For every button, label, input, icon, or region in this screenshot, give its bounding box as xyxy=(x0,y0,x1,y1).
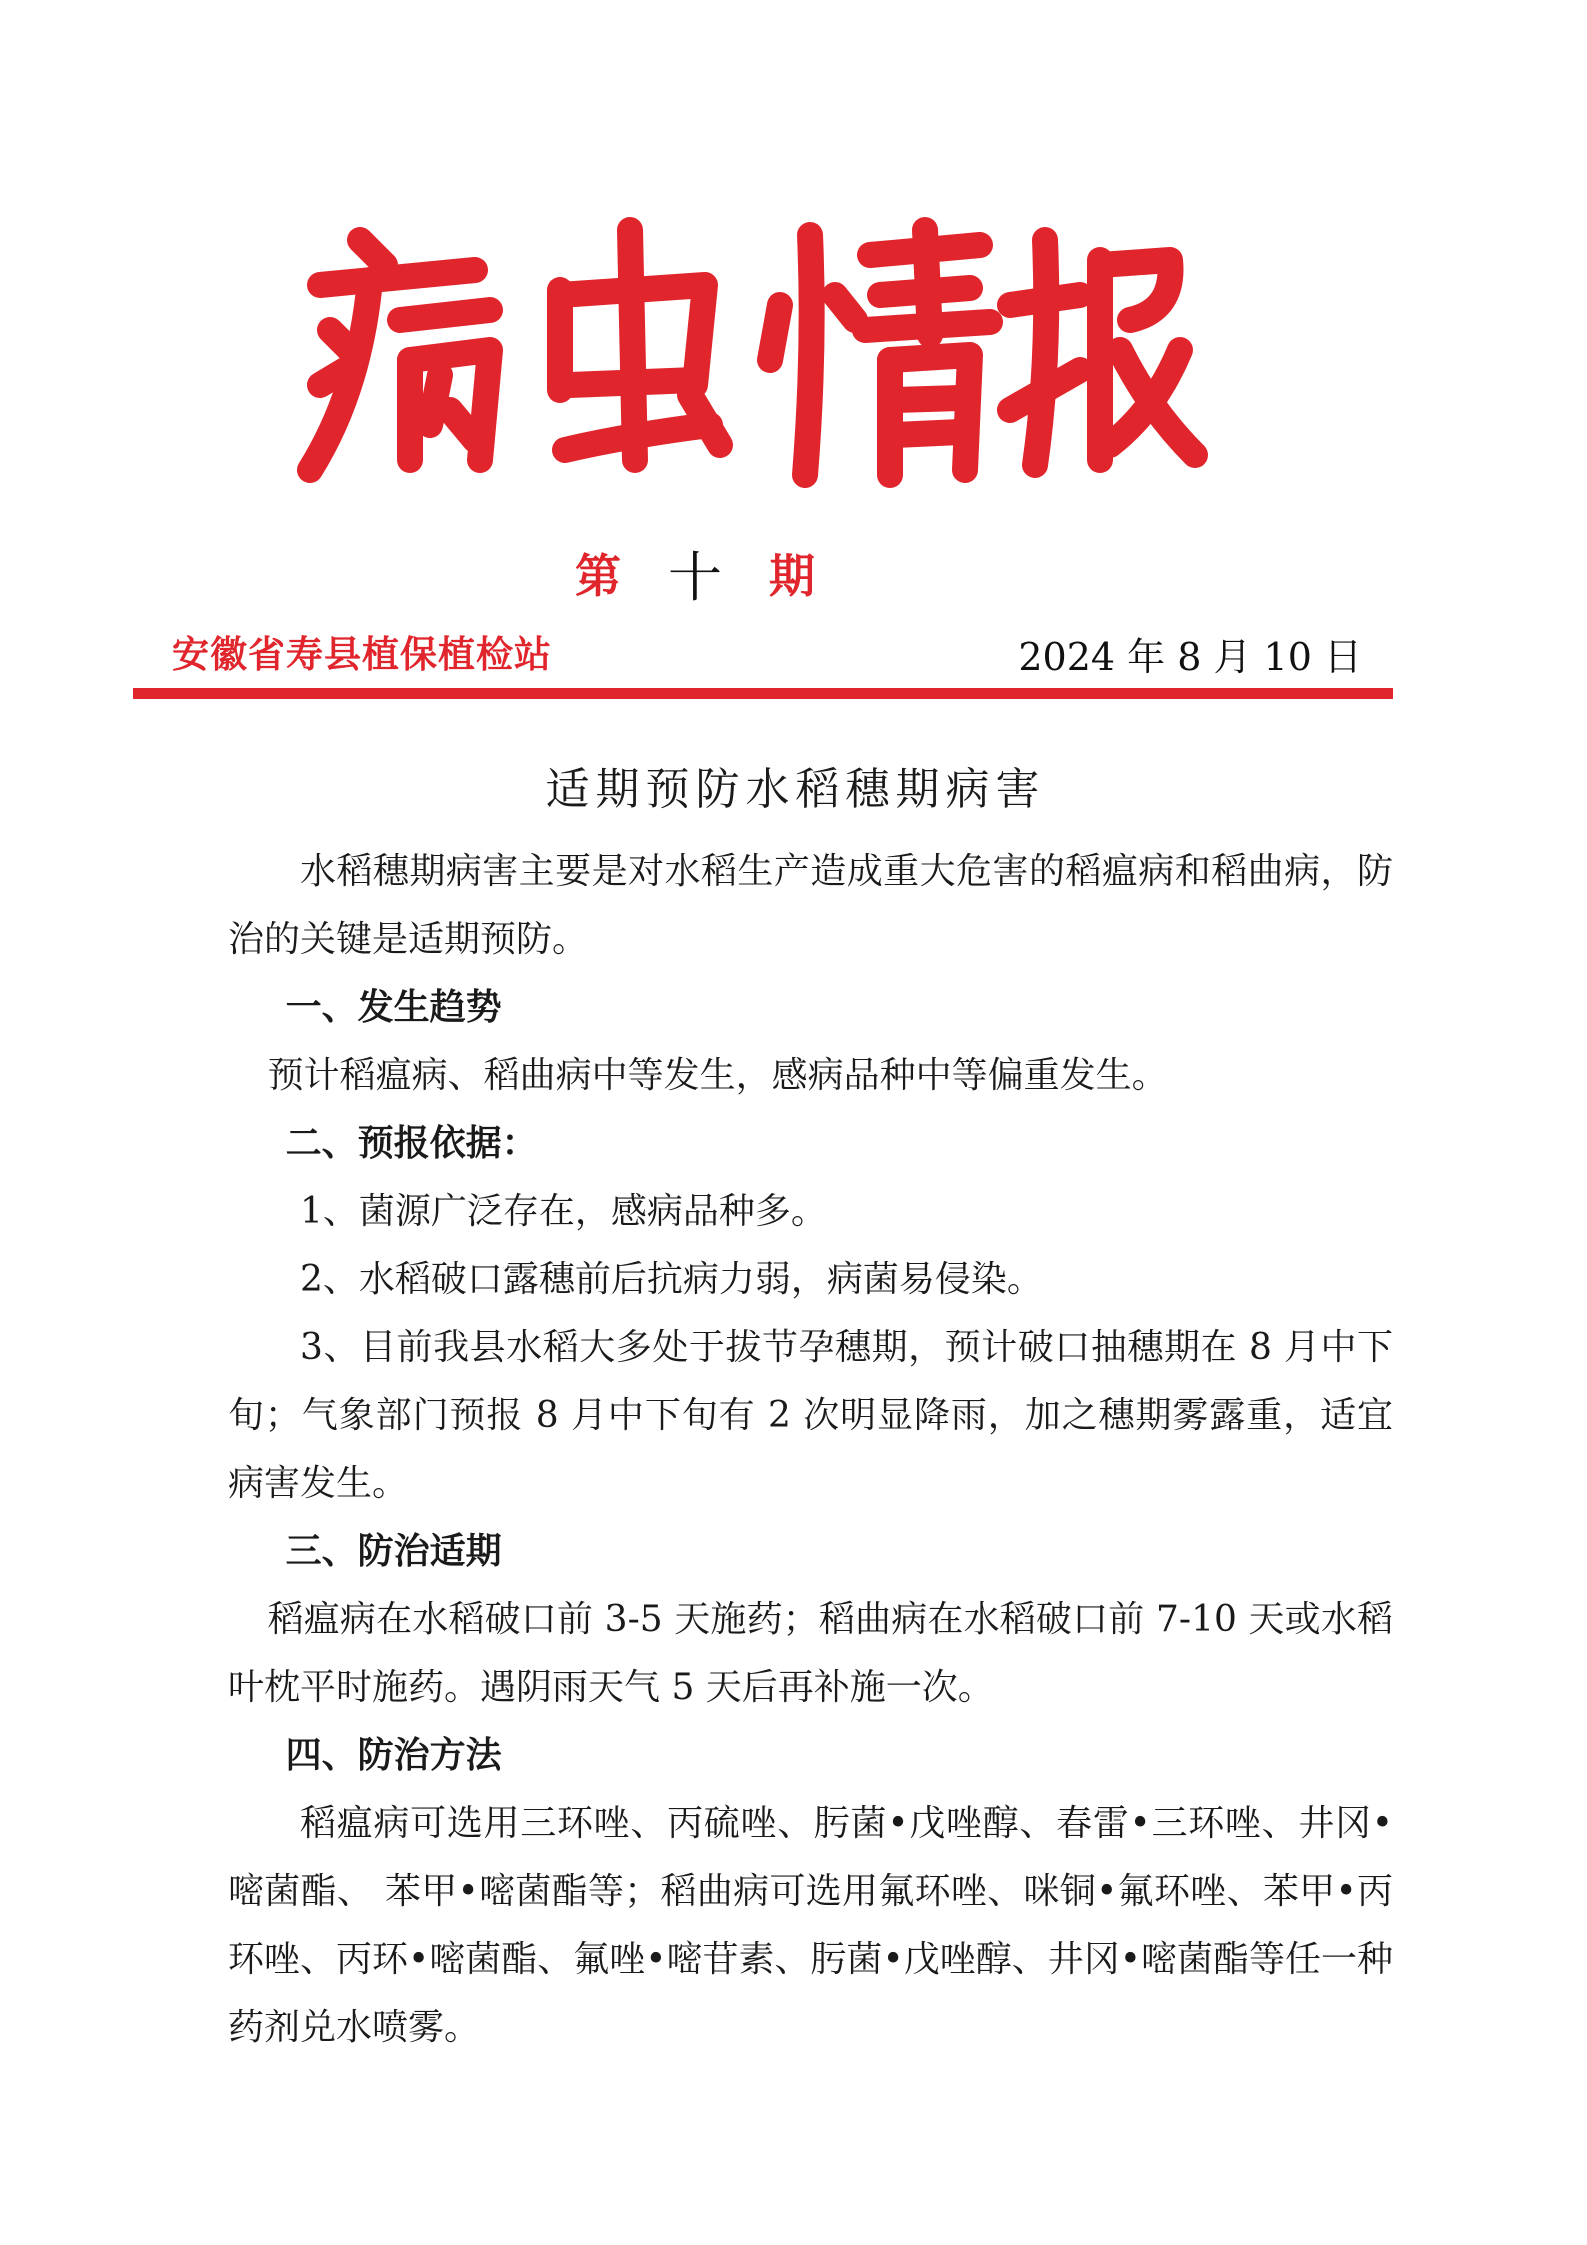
header-divider xyxy=(133,688,1393,699)
section-heading-trend: 一、发生趋势 xyxy=(285,987,502,1028)
calligraphy-char-qing xyxy=(770,230,990,475)
issue-number xyxy=(575,538,815,608)
publish-date: 2024 年 8 月 10 日 xyxy=(1018,635,1362,679)
section-paragraph: 2、水稻破口露穗前后抗病力弱，病菌易侵染。 xyxy=(300,1259,1043,1300)
issue-number-value: 十 xyxy=(668,545,722,609)
section-heading-timing: 三、防治适期 xyxy=(285,1531,502,1572)
masthead-calligraphy xyxy=(290,210,1210,490)
section-paragraph: 3、目前我县水稻大多处于拔节孕穗期，预计破口抽穗期在 8 月中下旬；气象部门预报 8 月中下旬有 2 次明显降雨，加之穗期雾露重，适宜病害发生。 xyxy=(228,1327,1393,1504)
section-paragraph: 预计稻瘟病、稻曲病中等发生，感病品种中等偏重发生。 xyxy=(267,1055,1168,1096)
masthead-logo xyxy=(290,210,1210,490)
article-intro: 水稻穗期病害主要是对水稻生产造成重大危害的稻瘟病和稻曲病，防治的关键是适期预防。 xyxy=(228,851,1393,960)
section-heading-methods: 四、防治方法 xyxy=(285,1735,502,1776)
issue-suffix: 期 xyxy=(769,549,815,603)
calligraphy-char-bao xyxy=(1010,240,1195,465)
section-paragraph: 稻瘟病可选用三环唑、丙硫唑、肟菌•戊唑醇、春雷•三环唑、井冈•嘧菌酯、 苯甲•嘧菌酯等；稻曲病可选用氟环唑、咪铜•氟环唑、苯甲•丙环唑、丙环•嘧菌酯、氟唑•嘧苷素、肟菌•戊唑醇、井冈•嘧菌酯等任一种药剂兑水喷雾。 xyxy=(228,1803,1393,2048)
article-title: 适期预防水稻穗期病害 xyxy=(545,764,1046,815)
issue-prefix: 第 xyxy=(575,549,621,603)
section-paragraph: 1、菌源广泛存在，感病品种多。 xyxy=(300,1191,827,1232)
article-body xyxy=(228,750,1393,2062)
publisher-name: 安徽省寿县植保植检站 xyxy=(172,633,552,676)
section-paragraph: 稻瘟病在水稻破口前 3-5 天施药；稻曲病在水稻破口前 7-10 天或水稻叶枕平时施药。遇阴雨天气 5 天后再补施一次。 xyxy=(228,1599,1393,1708)
section-heading-basis: 二、预报依据： xyxy=(285,1123,538,1164)
calligraphy-char-chong xyxy=(560,230,720,460)
calligraphy-char-bing xyxy=(310,240,490,470)
